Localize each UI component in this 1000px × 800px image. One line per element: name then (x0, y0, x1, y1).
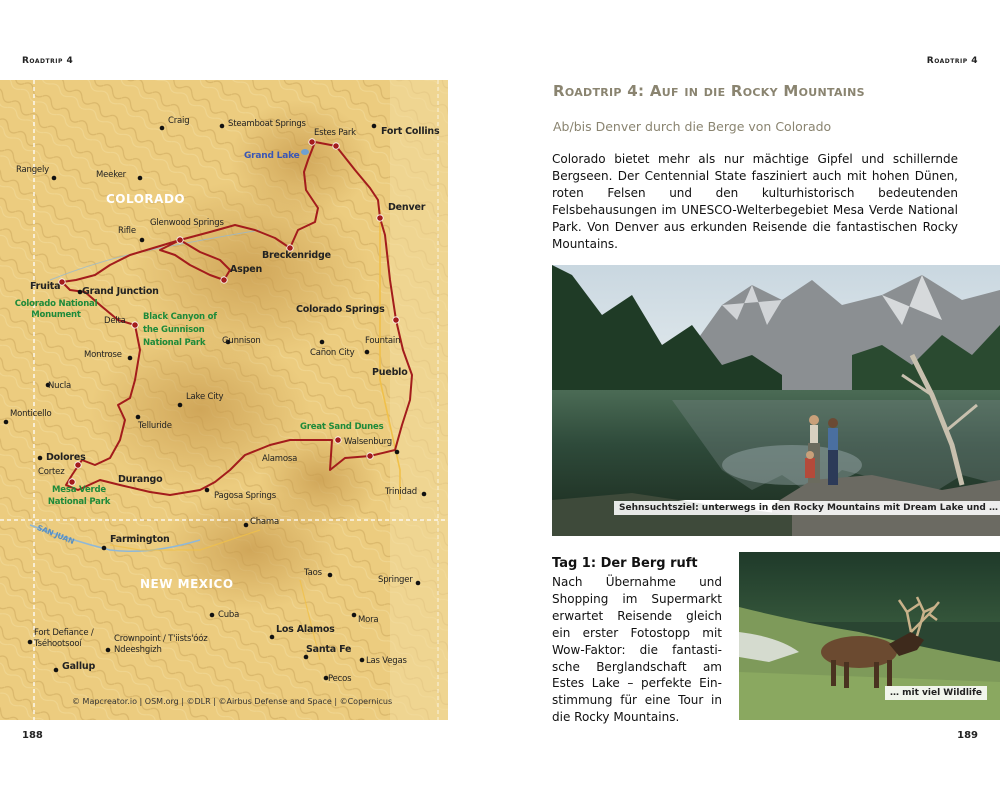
day1-line: sche Berglandschaft am (552, 659, 722, 674)
place-label: Crownpoint / T'iists'óóz Ndeeshgizh (114, 634, 208, 655)
place-label: Telluride (138, 421, 172, 431)
place-label: Chama (250, 517, 280, 527)
place-label: Walsenburg (344, 437, 392, 447)
map-credit: © Mapcreator.io | OSM.org | ©DLR | ©Airbus Defense and Space | ©Copernicus (72, 697, 393, 706)
place-label: Steamboat Springs (228, 119, 306, 129)
park-label: Black Canyon of the Gunnison National Park (143, 312, 217, 348)
day1-paragraph (552, 574, 722, 726)
place-label: Rangely (16, 165, 49, 175)
place-label: Durango (118, 474, 163, 485)
place-label: Springer (378, 575, 413, 585)
place-label: Aspen (230, 264, 263, 275)
day1-line: Nach Übernahme und (552, 575, 722, 589)
day1-line: Wow-Faktor: die fantasti- (552, 642, 722, 657)
intro-paragraph: Colorado bietet mehr als nur mächtige Gipfel und schillernde Bergseen. Der Centennial State fasziniert auch mit hohen Dünen, roten Felsen und den kulturhistorisch bedeutenden Felsbehausungen im UNESCO-Welterbegebiet Mesa Verde National Park. Von Denver aus erkunden Reisende die fantastischen Rocky Mountains. (552, 152, 958, 251)
place-label: Denver (388, 202, 426, 213)
place-label: Taos (304, 568, 322, 578)
place-label: Fort Collins (381, 126, 440, 137)
place-label: Monticello (10, 409, 52, 419)
park-label: Great Sand Dunes (300, 422, 384, 432)
place-label: Gunnison (222, 336, 261, 346)
day1-heading: Tag 1: Der Berg ruft (552, 556, 698, 571)
place-label: Nucla (48, 381, 71, 391)
day1-line: stimmung für eine Tour in (552, 693, 722, 708)
place-label: Breckenridge (262, 250, 331, 261)
place-label: Lake City (186, 392, 224, 402)
photo2-caption: … mit viel Wildlife (885, 686, 987, 700)
place-label: Delta (104, 316, 126, 326)
article-subtitle: Ab/bis Denver durch die Berge von Colorado (553, 119, 832, 134)
place-label: Farmington (110, 534, 170, 545)
day1-line: Shopping im Supermarkt (552, 591, 722, 606)
place-label: Trinidad (385, 487, 417, 497)
lake-label: Grand Lake (244, 151, 300, 161)
page-number-left: 188 (22, 730, 43, 741)
place-label: Cuba (218, 610, 240, 620)
park-label: Colorado National Monument (14, 299, 98, 320)
place-label: Fort Defiance / Tséhootsooí (34, 628, 94, 649)
day1-line: erwartet Reisende gleich (552, 608, 722, 623)
place-label: Cañon City (310, 348, 355, 358)
place-label: Mora (358, 615, 379, 625)
place-label: Santa Fe (306, 644, 352, 655)
article-title: Roadtrip 4: Auf in die Rocky Mountains (553, 82, 865, 100)
park-label: Mesa Verde National Park (47, 485, 111, 507)
place-label: Rifle (118, 226, 136, 236)
day1-line: Estes Lake – perfekte Ein- (552, 676, 722, 691)
running-head-right: Roadtrip 4 (926, 56, 978, 66)
river-label: SAN JUAN (35, 522, 76, 547)
place-label: Alamosa (262, 454, 298, 464)
photo1-caption: Sehnsuchtsziel: unterwegs in den Rocky Mountains mit Dream Lake und … (614, 501, 1000, 515)
lake-photo-illustration (552, 265, 1000, 536)
day1-line: ein erster Fotostopp mit (552, 625, 722, 640)
place-label: Las Vegas (366, 656, 407, 666)
lake-hikers-photo (552, 265, 1000, 536)
place-label: Montrose (84, 350, 122, 360)
place-label: Grand Junction (82, 286, 159, 297)
place-label: Fountain (365, 336, 401, 346)
route-map (0, 80, 448, 720)
place-label: Craig (168, 116, 190, 126)
state-label-colorado: COLORADO (106, 192, 186, 206)
place-label: Meeker (96, 170, 126, 180)
day1-line: die Rocky Mountains. (552, 710, 680, 725)
state-label-new-mexico: NEW MEXICO (140, 577, 234, 591)
place-label: Pagosa Springs (214, 491, 276, 501)
place-label: Pecos (328, 674, 352, 684)
place-label: Fruita (30, 281, 61, 292)
place-label: Dolores (46, 452, 86, 463)
place-label: Estes Park (314, 128, 356, 138)
running-head-left: Roadtrip 4 (22, 56, 74, 66)
place-label: Colorado Springs (296, 304, 385, 315)
place-label: Los Alamos (276, 624, 335, 635)
page-number-right: 189 (957, 730, 978, 741)
elk-photo (739, 552, 1000, 720)
place-label: Pueblo (372, 367, 408, 378)
map-terrain (0, 80, 448, 720)
place-label: Cortez (38, 467, 65, 477)
place-label: Gallup (62, 661, 96, 672)
place-label: Glenwood Springs (150, 218, 224, 228)
